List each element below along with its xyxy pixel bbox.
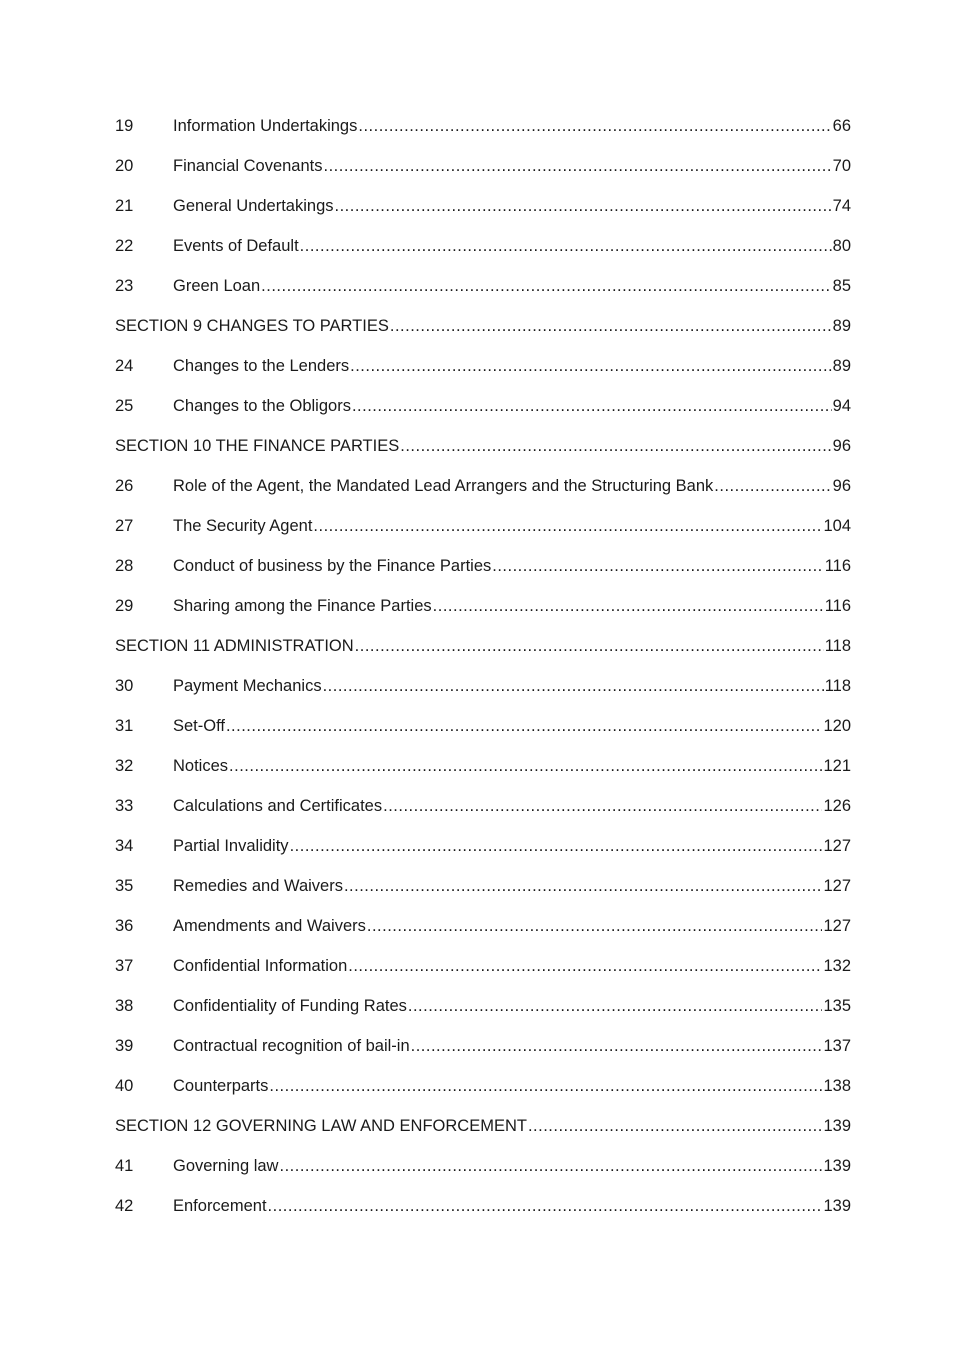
toc-clause-entry[interactable] — [115, 506, 851, 546]
toc-entry-number: 39 — [115, 1037, 134, 1055]
toc-entry-title: SECTION 11 ADMINISTRATION — [115, 637, 354, 655]
toc-entry-page-number: 139 — [823, 1157, 851, 1175]
toc-entry-number: 27 — [115, 517, 134, 535]
toc-entry-title: Confidential Information — [173, 957, 348, 975]
toc-entry-number: 23 — [115, 277, 134, 295]
toc-entry-page-number: 127 — [823, 877, 851, 895]
toc-entry-number: 20 — [115, 157, 134, 175]
toc-section-entry[interactable] — [115, 306, 851, 346]
toc-section-entry[interactable] — [115, 626, 851, 666]
toc-entry-page-number: 139 — [823, 1117, 851, 1135]
toc-entry-page-number: 127 — [823, 837, 851, 855]
toc-clause-entry[interactable] — [115, 826, 851, 866]
toc-entry-number: 29 — [115, 597, 134, 615]
toc-entry-title: Changes to the Lenders — [173, 357, 350, 375]
dot-leader — [367, 906, 823, 946]
dot-leader — [352, 386, 832, 426]
toc-entry-page-number: 135 — [823, 997, 851, 1015]
toc-clause-entry[interactable] — [115, 266, 851, 306]
toc-entry-title: SECTION 9 CHANGES TO PARTIES — [115, 317, 389, 335]
toc-entry-page-number: 132 — [823, 957, 851, 975]
dot-leader — [226, 706, 823, 746]
dot-leader — [269, 1066, 822, 1106]
dot-leader — [268, 1186, 823, 1226]
dot-leader — [324, 146, 832, 186]
toc-entry-title: Changes to the Obligors — [173, 397, 351, 415]
dot-leader — [433, 586, 824, 626]
toc-entry-number: 30 — [115, 677, 134, 695]
toc-entry-title: Events of Default — [173, 237, 299, 255]
toc-entry-page-number: 96 — [832, 437, 851, 455]
dot-leader — [300, 226, 832, 266]
dot-leader — [348, 946, 822, 986]
toc-entry-title: SECTION 10 THE FINANCE PARTIES — [115, 437, 400, 455]
toc-clause-entry[interactable] — [115, 586, 851, 626]
toc-clause-entry[interactable] — [115, 546, 851, 586]
toc-entry-title: Remedies and Waivers — [173, 877, 343, 895]
toc-entry-number: 25 — [115, 397, 134, 415]
toc-clause-entry[interactable] — [115, 186, 851, 226]
dot-leader — [290, 826, 823, 866]
toc-clause-entry[interactable] — [115, 986, 851, 1026]
toc-clause-entry[interactable] — [115, 906, 851, 946]
toc-entry-title: Conduct of business by the Finance Parties — [173, 557, 492, 575]
dot-leader — [383, 786, 822, 826]
dot-leader — [335, 186, 832, 226]
toc-entry-title: Payment Mechanics — [173, 677, 322, 695]
dot-leader — [229, 746, 822, 786]
toc-entry-number: 22 — [115, 237, 134, 255]
toc-entry-number: 38 — [115, 997, 134, 1015]
toc-entry-title: Enforcement — [173, 1197, 267, 1215]
dot-leader — [390, 306, 832, 346]
toc-entry-page-number: 89 — [832, 357, 851, 375]
dot-leader — [323, 666, 824, 706]
toc-entry-title: Sharing among the Finance Parties — [173, 597, 432, 615]
toc-entry-title: Set-Off — [173, 717, 225, 735]
dot-leader — [400, 426, 831, 466]
toc-entry-title: Role of the Agent, the Mandated Lead Arrangers and the Structuring Bank — [173, 477, 714, 495]
toc-entry-title: Notices — [173, 757, 229, 775]
toc-entry-title: Calculations and Certificates — [173, 797, 383, 815]
toc-entry-page-number: 94 — [832, 397, 851, 415]
dot-leader — [279, 1146, 822, 1186]
toc-clause-entry[interactable] — [115, 346, 851, 386]
toc-entry-number: 36 — [115, 917, 134, 935]
dot-leader — [528, 1106, 823, 1146]
toc-entry-number: 19 — [115, 117, 134, 135]
dot-leader — [408, 986, 823, 1026]
toc-entry-page-number: 116 — [824, 557, 851, 575]
toc-entry-number: 28 — [115, 557, 134, 575]
toc-section-entry[interactable] — [115, 426, 851, 466]
toc-entry-number: 40 — [115, 1077, 134, 1095]
toc-entry-title: Partial Invalidity — [173, 837, 289, 855]
toc-clause-entry[interactable] — [115, 1186, 851, 1226]
toc-clause-entry[interactable] — [115, 1066, 851, 1106]
toc-clause-entry[interactable] — [115, 226, 851, 266]
toc-clause-entry[interactable] — [115, 866, 851, 906]
toc-entry-title: Confidentiality of Funding Rates — [173, 997, 407, 1015]
dot-leader — [411, 1026, 823, 1066]
toc-entry-number: 35 — [115, 877, 134, 895]
toc-entry-title: Contractual recognition of bail-in — [173, 1037, 410, 1055]
toc-clause-entry[interactable] — [115, 666, 851, 706]
toc-clause-entry[interactable] — [115, 146, 851, 186]
toc-clause-entry[interactable] — [115, 786, 851, 826]
toc-entry-page-number: 118 — [824, 677, 851, 695]
toc-entry-title: Financial Covenants — [173, 157, 323, 175]
toc-section-entry[interactable] — [115, 1106, 851, 1146]
toc-entry-title: General Undertakings — [173, 197, 334, 215]
toc-entry-page-number: 70 — [832, 157, 851, 175]
table-of-contents — [115, 106, 851, 1226]
toc-clause-entry[interactable] — [115, 1146, 851, 1186]
toc-entry-page-number: 126 — [823, 797, 851, 815]
toc-entry-page-number: 120 — [823, 717, 851, 735]
toc-entry-title: Governing law — [173, 1157, 279, 1175]
toc-entry-title: Information Undertakings — [173, 117, 358, 135]
toc-clause-entry[interactable] — [115, 466, 851, 506]
toc-entry-title: Counterparts — [173, 1077, 269, 1095]
toc-entry-page-number: 85 — [832, 277, 851, 295]
toc-clause-entry[interactable] — [115, 706, 851, 746]
toc-clause-entry[interactable] — [115, 106, 851, 146]
toc-entry-page-number: 138 — [823, 1077, 851, 1095]
toc-entry-page-number: 137 — [823, 1037, 851, 1055]
toc-entry-title: SECTION 12 GOVERNING LAW AND ENFORCEMENT — [115, 1117, 527, 1135]
dot-leader — [261, 266, 831, 306]
toc-entry-page-number: 118 — [824, 637, 851, 655]
toc-entry-title: The Security Agent — [173, 517, 313, 535]
toc-entry-number: 34 — [115, 837, 134, 855]
toc-entry-page-number: 121 — [823, 757, 851, 775]
dot-leader — [358, 106, 831, 146]
toc-entry-number: 21 — [115, 197, 134, 215]
toc-entry-page-number: 74 — [832, 197, 851, 215]
toc-entry-page-number: 139 — [823, 1197, 851, 1215]
toc-entry-title: Amendments and Waivers — [173, 917, 366, 935]
toc-entry-number: 24 — [115, 357, 134, 375]
toc-clause-entry[interactable] — [115, 386, 851, 426]
toc-entry-page-number: 127 — [823, 917, 851, 935]
dot-leader — [355, 626, 824, 666]
toc-entry-page-number: 80 — [832, 237, 851, 255]
toc-entry-number: 42 — [115, 1197, 134, 1215]
toc-entry-number: 26 — [115, 477, 134, 495]
toc-entry-title: Green Loan — [173, 277, 261, 295]
toc-entry-number: 41 — [115, 1157, 134, 1175]
toc-entry-page-number: 116 — [824, 597, 851, 615]
dot-leader — [492, 546, 823, 586]
toc-clause-entry[interactable] — [115, 1026, 851, 1066]
dot-leader — [714, 466, 831, 506]
toc-entry-page-number: 66 — [832, 117, 851, 135]
dot-leader — [313, 506, 822, 546]
toc-entry-page-number: 96 — [832, 477, 851, 495]
toc-clause-entry[interactable] — [115, 746, 851, 786]
toc-clause-entry[interactable] — [115, 946, 851, 986]
toc-entry-number: 33 — [115, 797, 134, 815]
dot-leader — [350, 346, 832, 386]
toc-entry-page-number: 104 — [823, 517, 851, 535]
toc-entry-number: 32 — [115, 757, 134, 775]
toc-entry-number: 31 — [115, 717, 134, 735]
toc-entry-number: 37 — [115, 957, 134, 975]
dot-leader — [344, 866, 823, 906]
toc-entry-page-number: 89 — [832, 317, 851, 335]
